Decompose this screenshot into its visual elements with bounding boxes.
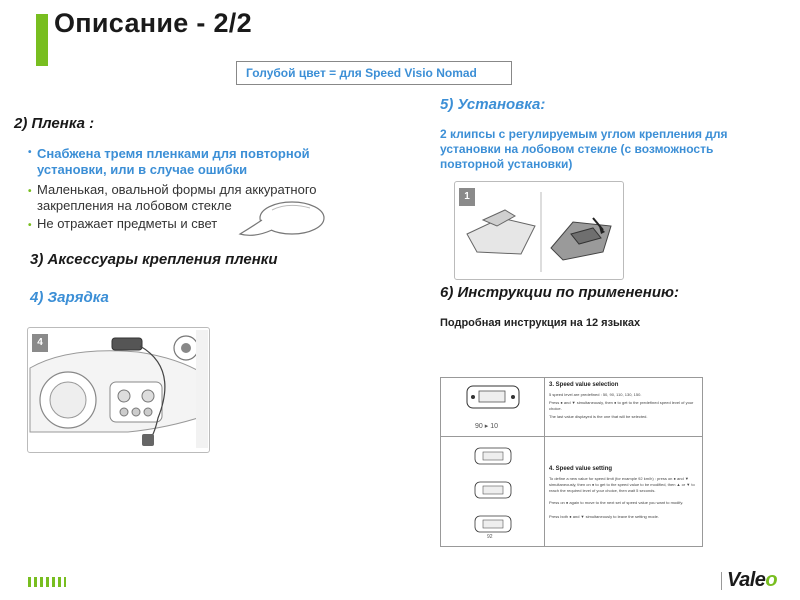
- install-step-badge: 1: [459, 188, 475, 206]
- manual-section-4-title: 4. Speed value setting: [549, 466, 613, 472]
- manual-section-4-line: Press on ● again to move to the next set of speed value you want to modify.: [549, 500, 684, 505]
- installation-illustration-panel: [454, 181, 624, 280]
- color-legend: Голубой цвет = для Speed Visio Nomad: [236, 61, 512, 85]
- device-diagrams: [441, 378, 544, 546]
- accessories-heading: 3) Аксессуары крепления пленки: [30, 251, 278, 268]
- logo-accent-text: o: [765, 569, 778, 591]
- car-dashboard-illustration: [28, 328, 209, 452]
- slide-title: Описание - 2/2: [54, 8, 252, 38]
- manual-section-3-line: 5 speed level are predefined : 50, 90, 110, 130, 150.: [549, 392, 642, 397]
- bullet-marker: •: [28, 147, 32, 158]
- manual-page-thumbnail: [440, 377, 703, 547]
- instructions-heading: 6) Инструкции по применению:: [440, 284, 679, 301]
- manual-section-4-line: Press both ● and ▼ simultaneously to leave the setting mode.: [549, 514, 659, 519]
- instructions-text: Подробная инструкция на 12 языках: [440, 317, 641, 329]
- film-heading: 2) Пленка :: [14, 115, 95, 132]
- manual-section-4-line: To define a new value for speed limit (for example 92 km/h) : press on ● and ▼ simultaneously, then on ● to get to the speed value to be modified, then ▲ or ▼ to reach the required level of your choice, then wait 5 seconds.: [549, 476, 695, 493]
- bullet-marker: •: [28, 220, 32, 231]
- manual-section-3-line: The last value displayed is the one that will be selected.: [549, 414, 648, 419]
- manual-section-3-line: Press ● and ▼ simultaneously, then ● to get to the predefined speed level of your choice.: [549, 400, 694, 411]
- bullet-marker: •: [28, 186, 32, 197]
- manual-section-3-title: 3. Speed value selection: [549, 382, 619, 388]
- footer-stripes: [28, 577, 66, 587]
- film-bullet-3: Не отражает предметы и свет: [37, 216, 218, 231]
- install-heading: 5) Установка:: [440, 96, 546, 113]
- valeo-logo: [727, 569, 777, 592]
- install-text: 2 клипсы с регулируемым углом крепления для установки на лобовом стекле (с возможность повторной установки): [440, 127, 728, 171]
- charging-heading: 4) Зарядка: [30, 289, 109, 306]
- oval-film-illustration: [232, 196, 328, 244]
- manual-divider: [544, 378, 545, 546]
- display-reading-2: 92: [487, 534, 493, 540]
- logo-main-text: Vale: [727, 569, 766, 591]
- charging-illustration-panel: [27, 327, 210, 453]
- clip-mount-illustration: [455, 182, 623, 279]
- film-bullet-1: Снабжена тремя пленками для повторной установки, или в случае ошибки: [37, 146, 310, 177]
- film-bullet-2: Маленькая, овальной формы для аккуратного закрепления на лобовом стекле: [37, 182, 317, 213]
- display-reading: 90 ▸ 10: [475, 423, 498, 430]
- charging-step-badge: 4: [32, 334, 48, 352]
- title-accent-bar: [36, 14, 48, 66]
- logo-separator: [721, 572, 722, 590]
